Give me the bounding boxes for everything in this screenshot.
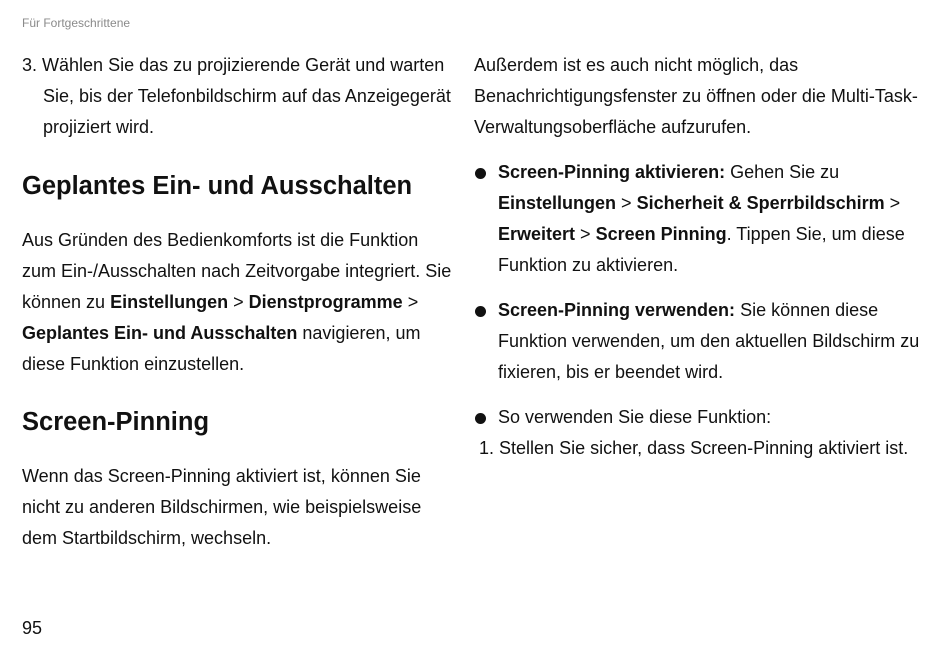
menu-path-screen-pinning: Screen Pinning bbox=[595, 224, 727, 244]
path-separator: > bbox=[580, 224, 591, 244]
bullet-enable-pinning bbox=[474, 157, 926, 281]
bullet-text: Sie können diese Funktion verwenden, um den aktuellen Bildschirm zu fixieren, bis er beendet wird. bbox=[498, 300, 920, 382]
menu-path-settings: Einstellungen bbox=[110, 292, 229, 312]
bullet-lead: Gehen Sie zu bbox=[730, 162, 840, 182]
paragraph-intro: Aus Gründen des Bedienkomforts ist die Funktion zum Ein-/Ausschalten nach Zeitvorgabe integriert. Sie können zu bbox=[22, 230, 452, 312]
menu-path-advanced: Erweitert bbox=[498, 224, 576, 244]
path-separator: > bbox=[621, 193, 632, 213]
bullet-text: So verwenden Sie diese Funktion: bbox=[498, 407, 772, 427]
sub-step-1 bbox=[474, 433, 926, 464]
step-text: Wählen Sie das zu projizierende Gerät und warten Sie, bis der Telefonbildschirm auf das Anzeigegerät projiziert wird. bbox=[42, 55, 451, 137]
page-number: 95 bbox=[22, 618, 43, 638]
section-heading-screen-pinning: Screen-Pinning bbox=[22, 408, 210, 436]
section-heading-scheduled-power: Geplantes Ein- und Ausschalten bbox=[22, 172, 413, 200]
menu-path-security: Sicherheit & Sperrbildschirm bbox=[636, 193, 885, 213]
bullet-label: Screen-Pinning verwenden: bbox=[498, 300, 736, 320]
menu-path-scheduled-power: Geplantes Ein- und Ausschalten bbox=[22, 323, 298, 343]
path-separator: > bbox=[233, 292, 244, 312]
continued-paragraph: Außerdem ist es auch nicht möglich, das Benachrichtigungsfenster zu öffnen oder die Multi-Task-Verwaltungsoberfläche aufzurufen. bbox=[474, 55, 918, 137]
bullet-tail: . Tippen Sie, um diese Funktion zu aktivieren. bbox=[498, 224, 905, 275]
paragraph-outro: navigieren, um diese Funktion einzustellen. bbox=[22, 323, 421, 374]
screen-pinning-paragraph: Wenn das Screen-Pinning aktiviert ist, können Sie nicht zu anderen Bildschirmen, wie beispielsweise dem Startbildschirm, wechseln. bbox=[22, 466, 422, 548]
bullet-label: Screen-Pinning aktivieren: bbox=[498, 162, 726, 182]
path-separator: > bbox=[407, 292, 419, 312]
left-column bbox=[22, 50, 452, 554]
bullet-dot-icon bbox=[475, 306, 486, 317]
sub-step-text: Stellen Sie sicher, dass Screen-Pinning aktiviert ist. bbox=[499, 438, 909, 458]
menu-path-utilities: Dienstprogramme bbox=[248, 292, 403, 312]
path-separator: > bbox=[889, 193, 901, 213]
running-header: Für Fortgeschrittene bbox=[22, 16, 131, 30]
bullet-how-to-use bbox=[474, 402, 926, 433]
menu-path-settings: Einstellungen bbox=[498, 193, 617, 213]
step-number: 3. bbox=[22, 55, 38, 75]
bullet-dot-icon bbox=[475, 168, 486, 179]
scheduled-power-paragraph bbox=[22, 225, 452, 380]
sub-step-number: 1. bbox=[479, 438, 495, 458]
bullet-dot-icon bbox=[475, 413, 486, 424]
step-3 bbox=[22, 50, 452, 143]
right-column bbox=[474, 50, 926, 464]
bullet-use-pinning bbox=[474, 295, 926, 388]
